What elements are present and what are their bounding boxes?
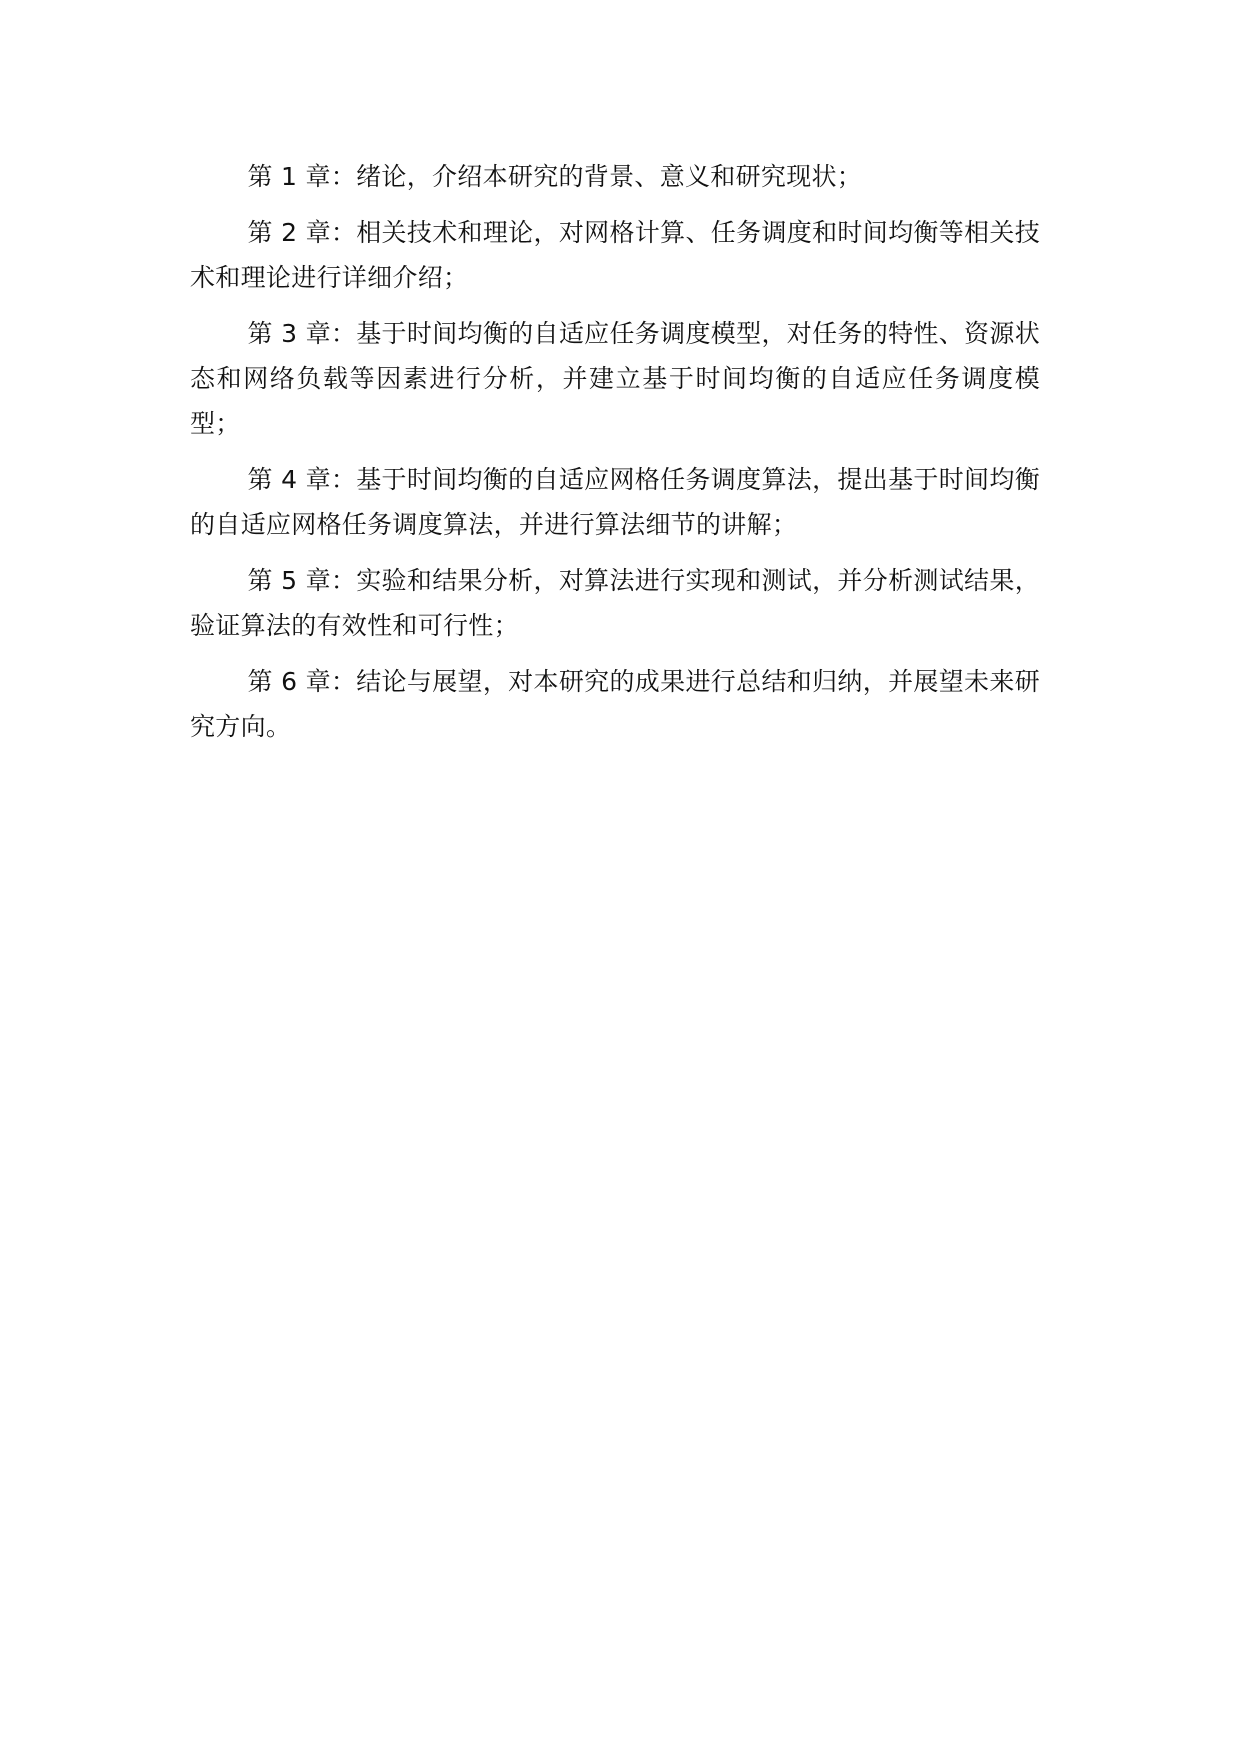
- chapter-outline: [190, 154, 1040, 760]
- chapter-6-paragraph: 第 6 章：结论与展望，对本研究的成果进行总结和归纳，并展望未来研究方向。: [190, 667, 1040, 741]
- chapter-1-paragraph: 第 1 章：绪论，介绍本研究的背景、意义和研究现状；: [247, 162, 863, 191]
- chapter-3-paragraph: 第 3 章：基于时间均衡的自适应任务调度模型，对任务的特性、资源状态和网络负载等因素进行分析，并建立基于时间均衡的自适应任务调度模型；: [190, 319, 1040, 438]
- chapter-5-paragraph: 第 5 章：实验和结果分析，对算法进行实现和测试，并分析测试结果，验证算法的有效性和可行性；: [190, 566, 1040, 640]
- chapter-4-paragraph: 第 4 章：基于时间均衡的自适应网格任务调度算法，提出基于时间均衡的自适应网格任务调度算法，并进行算法细节的讲解；: [190, 465, 1040, 539]
- chapter-2-paragraph: 第 2 章：相关技术和理论，对网格计算、任务调度和时间均衡等相关技术和理论进行详细介绍；: [190, 218, 1040, 292]
